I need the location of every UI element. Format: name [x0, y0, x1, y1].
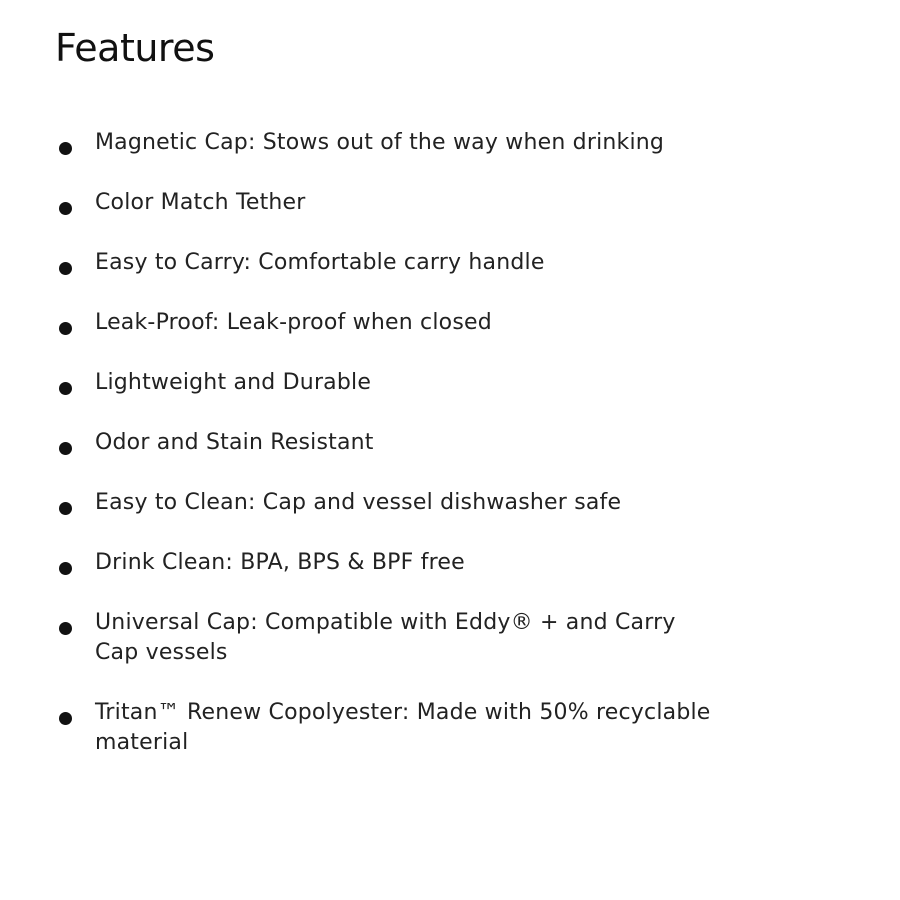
bullet-dot-icon	[59, 622, 72, 635]
feature-text: Magnetic Cap: Stows out of the way when drinking	[95, 130, 665, 155]
feature-text: Lightweight and Durable	[95, 370, 372, 395]
feature-text: Easy to Carry: Comfortable carry handle	[95, 250, 545, 275]
list-item	[0, 608, 720, 668]
feature-text: Odor and Stain Resistant	[95, 430, 374, 455]
feature-text: Color Match Tether	[95, 190, 306, 215]
feature-list	[0, 128, 900, 788]
bullet-dot-icon	[59, 502, 72, 515]
list-item	[0, 188, 720, 218]
list-item	[0, 248, 720, 278]
list-item	[0, 308, 720, 338]
bullet-dot-icon	[59, 382, 72, 395]
list-item	[0, 368, 720, 398]
feature-text: Tritan™ Renew Copolyester: Made with 50% recyclable material	[95, 700, 711, 755]
bullet-dot-icon	[59, 202, 72, 215]
bullet-dot-icon	[59, 262, 72, 275]
list-item	[0, 698, 720, 758]
list-item	[0, 128, 720, 158]
list-item	[0, 548, 720, 578]
feature-text: Drink Clean: BPA, BPS & BPF free	[95, 550, 465, 575]
feature-text: Easy to Clean: Cap and vessel dishwasher safe	[95, 490, 622, 515]
feature-text: Leak-Proof: Leak-proof when closed	[95, 310, 492, 335]
feature-text: Universal Cap: Compatible with Eddy® + and Carry Cap vessels	[95, 610, 676, 665]
bullet-dot-icon	[59, 562, 72, 575]
bullet-dot-icon	[59, 142, 72, 155]
bullet-dot-icon	[59, 442, 72, 455]
page-title: Features	[55, 26, 215, 70]
list-item	[0, 488, 720, 518]
bullet-dot-icon	[59, 322, 72, 335]
list-item	[0, 428, 720, 458]
bullet-dot-icon	[59, 712, 72, 725]
